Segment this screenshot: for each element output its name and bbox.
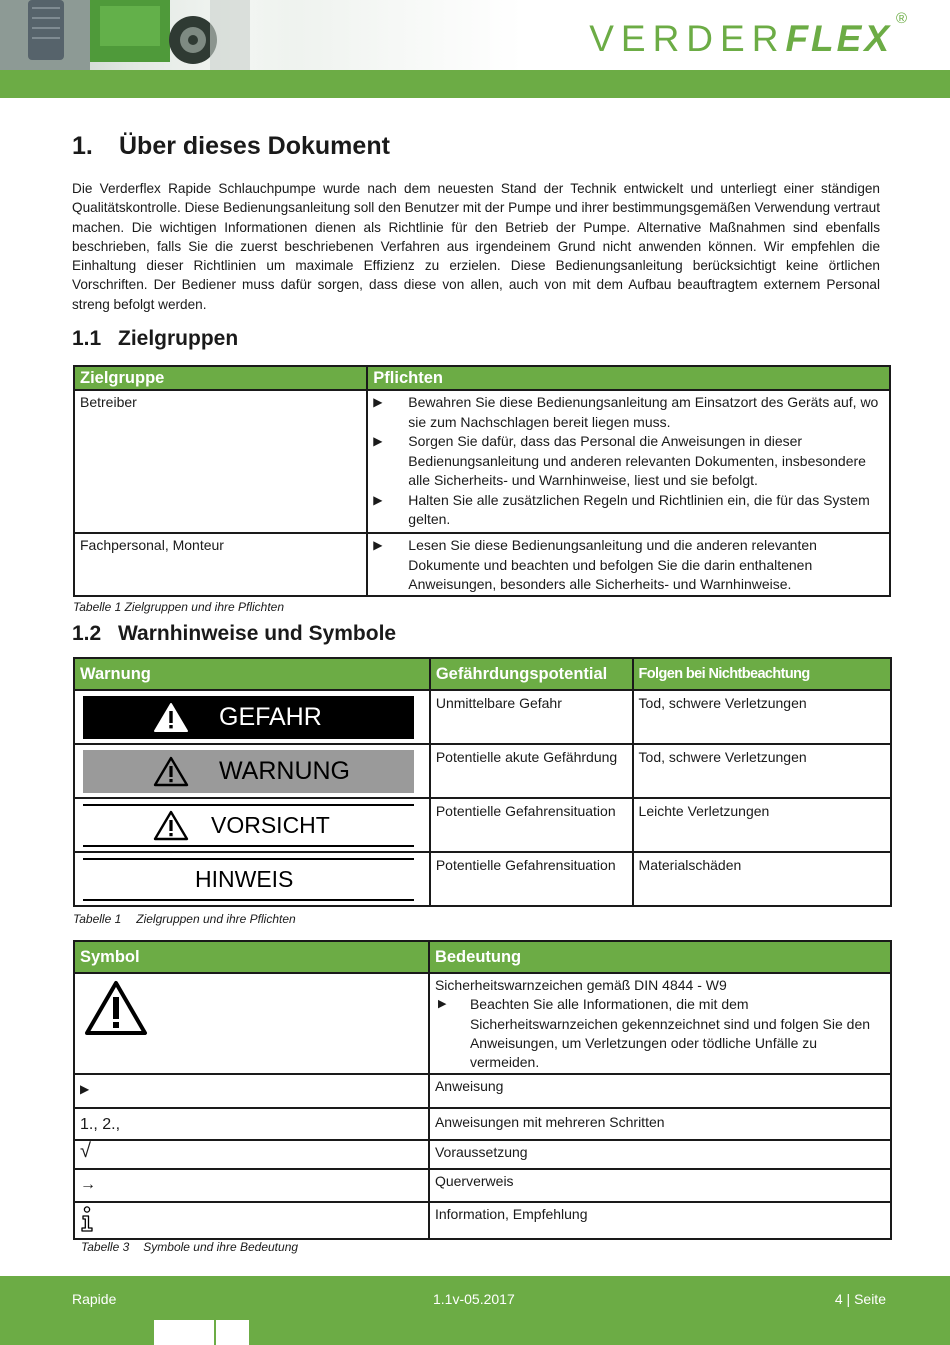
header-green-bar bbox=[0, 70, 950, 98]
target-groups-table bbox=[73, 365, 891, 597]
footer-version: 1.1v-05.2017 bbox=[433, 1291, 515, 1307]
signal-cell bbox=[74, 798, 430, 852]
hazard-cell: Potentielle akute Gefährdung bbox=[430, 744, 633, 798]
page-title: 1. Über dieses Dokument bbox=[72, 132, 390, 160]
table-row bbox=[74, 690, 891, 744]
table-row bbox=[74, 798, 891, 852]
arrow-right-icon: → bbox=[80, 1176, 96, 1194]
symbol-cell bbox=[74, 1140, 429, 1169]
signal-cell bbox=[74, 744, 430, 798]
column-header: Gefährdungspotential bbox=[430, 658, 633, 690]
meaning-cell: Information, Empfehlung bbox=[429, 1202, 891, 1238]
warning-triangle-icon bbox=[153, 702, 189, 733]
hazard-cell: Potentielle Gefahrensituation bbox=[430, 798, 633, 852]
page-header bbox=[0, 0, 950, 70]
consequence-cell: Tod, schwere Verletzungen bbox=[633, 690, 891, 744]
column-header: Warnung bbox=[74, 658, 430, 690]
meaning-cell bbox=[429, 973, 891, 1074]
table-row bbox=[74, 852, 891, 906]
group-cell: Fachpersonal, Monteur bbox=[74, 533, 367, 596]
warning-triangle-icon bbox=[153, 756, 189, 787]
numbered-steps-symbol: 1., 2., bbox=[80, 1116, 121, 1134]
signal-word-vorsicht: VORSICHT bbox=[83, 804, 414, 847]
table-row bbox=[74, 1202, 891, 1238]
hazard-cell: Unmittelbare Gefahr bbox=[430, 690, 633, 744]
column-header: Zielgruppe bbox=[74, 366, 367, 390]
list-item: ▶ Halten Sie alle zusätzlichen Regeln und Richtlinien ein, die für das System gelten. bbox=[373, 491, 884, 530]
info-icon bbox=[80, 1206, 94, 1232]
table-row bbox=[74, 744, 891, 798]
table-caption: Tabelle 1 Zielgruppen und ihre Pflichten bbox=[73, 600, 285, 614]
duties-cell bbox=[367, 533, 890, 596]
registered-mark: ® bbox=[895, 10, 907, 27]
column-header: Pflichten bbox=[367, 366, 890, 390]
signal-word-warnung: WARNUNG bbox=[83, 750, 414, 793]
symbol-cell bbox=[74, 1074, 429, 1108]
signal-word-hinweis: HINWEIS bbox=[83, 858, 414, 901]
table-header-row bbox=[74, 941, 891, 973]
consequence-cell: Materialschäden bbox=[633, 852, 891, 906]
section-heading-warnhinweise: 1.2 Warnhinweise und Symbole bbox=[72, 622, 397, 645]
table-header-row bbox=[74, 366, 890, 390]
warning-triangle-icon bbox=[153, 810, 189, 841]
meaning-cell: Voraussetzung bbox=[429, 1140, 891, 1169]
hazard-cell: Potentielle Gefahrensituation bbox=[430, 852, 633, 906]
table-caption: Tabelle 3 Symbole und ihre Bedeutung bbox=[81, 1240, 299, 1254]
footer-product: Rapide bbox=[72, 1291, 117, 1307]
table-caption: Tabelle 1 Zielgruppen und ihre Pflichten bbox=[73, 912, 296, 926]
footer-tab bbox=[154, 1320, 249, 1345]
section-heading-zielgruppen: 1.1 Zielgruppen bbox=[72, 327, 239, 350]
table-header-row bbox=[74, 658, 891, 690]
table-row bbox=[74, 1140, 891, 1169]
consequence-cell: Tod, schwere Verletzungen bbox=[633, 744, 891, 798]
column-header: Symbol bbox=[74, 941, 429, 973]
symbols-table bbox=[73, 940, 892, 1240]
signal-cell bbox=[74, 852, 430, 906]
intro-paragraph: Die Verderflex Rapide Schlauchpumpe wurde nach dem neuesten Stand der Technik entwickelt und unterliegt einer ständigen Qualitätskontrolle. Diese Bedienungsanleitung soll den Benutzer mit der Pumpe und ihrer bestimmungsgemäßen Verwendung vertraut machen. Die wichtigen Informationen dienen als Richtlinie für den Betrieb der Pumpe. Alternative Maßnahmen sind ebenfalls beschrieben, falls Sie die zuerst beschriebenen Verfahren aus irgendeinem Grund nicht anwenden können. Wir empfehlen die Einhaltung dieser Richtlinien um maximale Effizienz zu erzielen. Diese Bedienungsanleitung berücksichtigt keine örtlichen Vorschriften. Der Bediener muss dafür sorgen, dass diese von allen, auch von mit dem Aufbau beauftragtem externem Personal streng befolgt werden. bbox=[72, 181, 880, 312]
table-row bbox=[74, 390, 890, 533]
table-row bbox=[74, 533, 890, 596]
consequence-cell: Leichte Verletzungen bbox=[633, 798, 891, 852]
group-cell: Betreiber bbox=[74, 390, 367, 533]
table-row bbox=[74, 973, 891, 1074]
symbol-cell bbox=[74, 1108, 429, 1140]
symbol-cell bbox=[74, 973, 429, 1074]
table-row bbox=[74, 1108, 891, 1140]
verderflex-logo: VERDERFLEX bbox=[589, 18, 892, 59]
page-footer bbox=[0, 1276, 950, 1345]
column-header: Bedeutung bbox=[429, 941, 891, 973]
duties-cell bbox=[367, 390, 890, 533]
footer-page-number: 4 | Seite bbox=[834, 1291, 886, 1307]
pump-photo bbox=[0, 0, 300, 70]
meaning-cell: Anweisung bbox=[429, 1074, 891, 1108]
warning-sign-title: Sicherheitswarnzeichen gemäß DIN 4844 - W9 bbox=[434, 977, 727, 993]
list-item: ▶ Sorgen Sie dafür, dass das Personal die Anweisungen in dieser Bedienungsanleitung und anderen relevanten Dokumenten, insbesondere alle Sicherheits- und Warnhinweise, liest und sie befolgt. bbox=[373, 432, 884, 491]
signal-cell bbox=[74, 690, 430, 744]
list-item: ▶ Beachten Sie alle Informationen, die mit dem Sicherheitswarnzeichen gekennzeichnet sind und folgen Sie den Anweisungen, um Verletzungen oder tödliche Unfälle zu vermeiden. bbox=[435, 995, 885, 1072]
column-header: Folgen bei Nichtbeachtung bbox=[633, 658, 891, 690]
checkmark-icon: √ bbox=[80, 1140, 91, 1163]
warning-triangle-icon bbox=[84, 980, 148, 1036]
triangle-right-icon: ▶ bbox=[80, 1082, 90, 1097]
warnings-table bbox=[73, 657, 892, 907]
list-item: ▶ Bewahren Sie diese Bedienungsanleitung am Einsatzort des Geräts auf, wo sie zum Nachschlagen bereit liegen muss. bbox=[373, 393, 884, 432]
symbol-cell bbox=[74, 1169, 429, 1202]
meaning-cell: Anweisungen mit mehreren Schritten bbox=[429, 1108, 891, 1140]
table-row bbox=[74, 1074, 891, 1108]
symbol-cell bbox=[74, 1202, 429, 1238]
list-item: ▶ Lesen Sie diese Bedienungsanleitung und die anderen relevanten Dokumente und beachten und befolgen Sie die darin enthaltenen Anweisungen, besonders alle Sicherheits- und Warnhinweise. bbox=[373, 536, 884, 595]
signal-word-gefahr: GEFAHR bbox=[83, 696, 414, 739]
meaning-cell: Querverweis bbox=[429, 1169, 891, 1202]
table-row bbox=[74, 1169, 891, 1202]
